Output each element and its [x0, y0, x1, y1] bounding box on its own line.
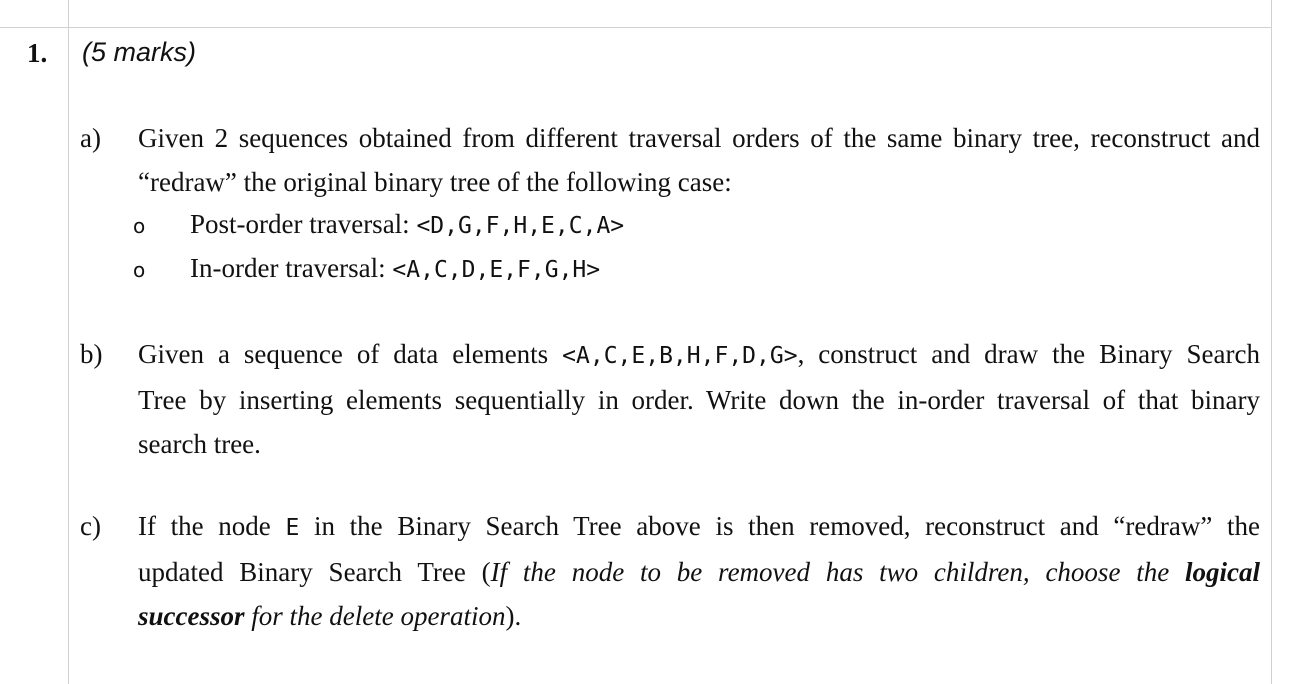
table-column-divider — [68, 0, 69, 684]
part-c-label: c) — [80, 511, 101, 541]
question-number: 1. — [27, 38, 48, 68]
part-b-text — [138, 332, 1260, 466]
part-c-line-3-bold: successor — [138, 601, 245, 631]
in-order-label: In-order traversal: — [190, 253, 393, 283]
table-top-border — [0, 27, 1272, 28]
part-b-line-1 — [138, 332, 1260, 378]
in-order-sequence: <A,C,D,E,F,G,H> — [392, 257, 601, 283]
part-c-text — [138, 504, 1260, 638]
part-c-line-3-italic: for the delete operation — [244, 601, 506, 631]
table-right-border — [1271, 0, 1272, 684]
part-b-line-1-post: , construct and draw the Binary Search — [797, 339, 1260, 369]
part-c-line-1-pre: If the node — [138, 511, 286, 541]
post-order-item — [190, 202, 624, 248]
part-a-text — [138, 116, 1260, 204]
part-c-line-2-pre: updated Binary Search Tree ( — [138, 557, 491, 587]
part-c-node: E — [285, 515, 300, 541]
part-a-line-1: Given 2 sequences obtained from different traversal orders of the same binary tree, reconstruct and — [138, 123, 1260, 153]
part-c-line-3 — [138, 601, 521, 631]
part-a-label: a) — [80, 123, 101, 153]
part-b-line-2: Tree by inserting elements sequentially in order. Write down the in-order traversal of that binary — [138, 385, 1260, 415]
part-a-line-2: “redraw” the original binary tree of the following case: — [138, 167, 732, 197]
part-b-sequence: <A,C,E,B,H,F,D,G> — [562, 343, 798, 369]
bullet-icon: o — [133, 258, 146, 282]
part-c-line-2-italic: If the node to be removed has two children, choose the — [490, 557, 1186, 587]
part-c-line-2-bold: logical — [1185, 557, 1261, 587]
question-marks: (5 marks) — [82, 37, 196, 67]
part-b-line-3: search tree. — [138, 429, 261, 459]
part-c-line-1-post: in the Binary Search Tree above is then removed, reconstruct and “redraw” the — [299, 511, 1260, 541]
part-c-line-3-post: ). — [505, 601, 522, 631]
bullet-icon: o — [133, 214, 146, 238]
post-order-sequence: <D,G,F,H,E,C,A> — [416, 213, 625, 239]
in-order-item — [190, 246, 600, 292]
part-b-line-1-pre: Given a sequence of data elements — [138, 339, 563, 369]
part-c-line-2 — [138, 550, 1260, 594]
part-b-label: b) — [80, 339, 103, 369]
part-c-line-1 — [138, 504, 1260, 550]
post-order-label: Post-order traversal: — [190, 209, 417, 239]
